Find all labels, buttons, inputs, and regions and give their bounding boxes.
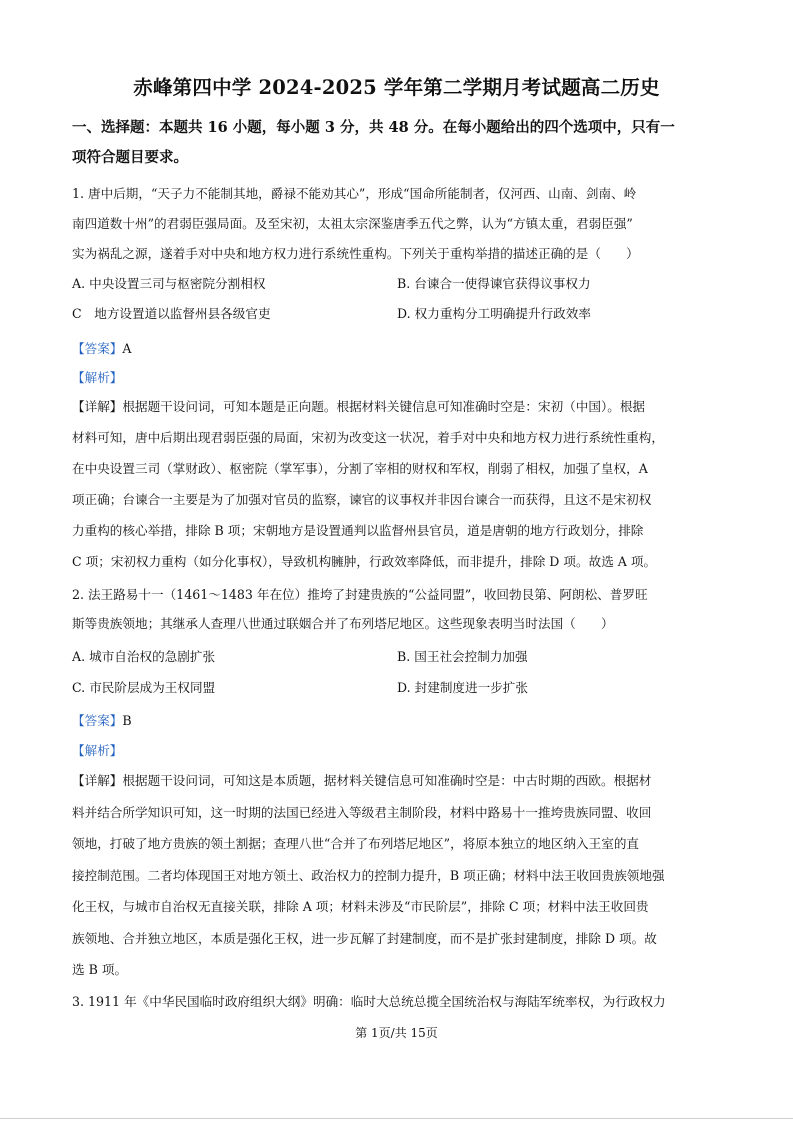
q1-stem-line: 南四道数十州”的君弱臣强局面。及至宋初，太祖太宗深鉴唐季五代之弊，认为“方镇太重，君弱臣强” bbox=[72, 216, 633, 231]
q1-detail-text: 根据题干设问词，可知本题是正向题。根据材料关键信息可知准确时空是：宋初（中国）。根据 bbox=[122, 399, 646, 414]
q2-detail-text: 根据题干设问词，可知这是本质题，据材料关键信息可知准确时空是：中古时期的西欧。根据材 bbox=[122, 773, 652, 788]
q2-detail-line: 接控制范围。二者均体现国王对地方领土、政治权力的控制力提升，B 项正确；材料中法王收回贵族领地强 bbox=[72, 868, 665, 883]
page-title: 赤峰第四中学 2024-2025 学年第二学期月考试题高二历史 bbox=[133, 76, 660, 99]
q2-detail-line: 选 B 项。 bbox=[72, 962, 128, 977]
q1-option-b: B. 台谏合一使得谏官获得议事权力 bbox=[397, 276, 591, 291]
section-heading-line-2: 项符合题目要求。 bbox=[72, 149, 188, 166]
q2-option-d: D. 封建制度进一步扩张 bbox=[397, 680, 528, 695]
q2-detail-line: 族领地、合并独立地区，本质是强化王权，进一步瓦解了封建制度，而不是扩张封建制度，排除 D 项。故 bbox=[72, 931, 657, 946]
q1-option-d: D. 权力重构分工明确提升行政效率 bbox=[397, 306, 591, 321]
analysis-tag: 【解析】 bbox=[72, 743, 123, 758]
answer-tag: 【答案】 bbox=[72, 713, 123, 728]
q1-option-a: A. 中央设置三司与枢密院分割相权 bbox=[72, 276, 266, 291]
q1-stem-line: 实为祸乱之源，遂着手对中央和地方权力进行系统性重构。下列关于重构举措的描述正确的是（ ） bbox=[72, 246, 639, 261]
q1-answer bbox=[72, 339, 722, 359]
q2-detail-line: 领地，打破了地方贵族的领土割据；查理八世“合并了布列塔尼地区”，将原本独立的地区纳入王室的直 bbox=[72, 836, 640, 851]
q2-answer bbox=[72, 711, 722, 731]
q2-option-a: A. 城市自治权的急剧扩张 bbox=[72, 649, 216, 664]
q2-detail-line: 化王权，与城市自治权无直接关联，排除 A 项；材料未涉及“市民阶层”，排除 C 项；材料中法王收回贵 bbox=[72, 899, 649, 914]
q2-detail-line: 料并结合所学知识可知，这一时期的法国已经进入等级君主制阶段，材料中路易十一推垮贵族同盟、收回 bbox=[72, 805, 652, 820]
q1-detail-line: 材料可知，唐中后期出现君弱臣强的局面，宋初为改变这一状况，着手对中央和地方权力进行系统性重构， bbox=[72, 430, 664, 445]
q2-option-b: B. 国王社会控制力加强 bbox=[397, 649, 528, 664]
detail-tag: 【详解】 bbox=[72, 399, 123, 414]
q1-detail-line bbox=[72, 397, 722, 417]
q2-analysis-tag bbox=[72, 741, 722, 761]
q2-answer-value: B bbox=[122, 713, 132, 728]
q1-detail-line: C 项；宋初权力重构（如分化事权），导致机构臃肿，行政效率降低，而非提升，排除 D 项。故选 A 项。 bbox=[72, 554, 657, 569]
analysis-tag: 【解析】 bbox=[72, 370, 123, 385]
q1-option-c: C 地方设置道以监督州县各级官吏 bbox=[72, 306, 271, 321]
q1-detail-line: 在中央设置三司（掌财政）、枢密院（掌军事），分割了宰相的财权和军权，削弱了相权，加强了皇权，A bbox=[72, 461, 648, 476]
q1-answer-value: A bbox=[122, 341, 132, 356]
q1-stem-line: 1. 唐中后期，“天子力不能制其地，爵禄不能劝其心”，形成“国命所能制者，仅河西、山南、剑南、岭 bbox=[72, 186, 637, 201]
page-number: 第 1页/共 15页 bbox=[355, 1026, 438, 1040]
q1-detail-line: 力重构的核心举措，排除 B 项；宋朝地方是设置通判以监督州县官员，道是唐朝的地方行政划分，排除 bbox=[72, 523, 644, 538]
q2-stem-line: 斯等贵族领地；其继承人查理八世通过联姻合并了布列塔尼地区。这些现象表明当时法国（ ） bbox=[72, 616, 614, 631]
q1-detail-line: 项正确；台谏合一主要是为了加强对官员的监察，谏官的议事权并非因台谏合一而获得，且这不是宋初权 bbox=[72, 492, 652, 507]
q3-stem-line: 3. 1911 年《中华民国临时政府组织大纲》明确：临时大总统总揽全国统治权与海陆军统率权，为行政权力 bbox=[72, 994, 666, 1009]
q2-detail-line bbox=[72, 771, 722, 791]
detail-tag: 【详解】 bbox=[72, 773, 123, 788]
q2-stem-line: 2. 法王路易十一（1461～1483 年在位）推垮了封建贵族的“公益同盟”，收回勃艮第、阿朗松、普罗旺 bbox=[72, 587, 648, 602]
answer-tag: 【答案】 bbox=[72, 341, 123, 356]
bottom-divider bbox=[0, 1118, 793, 1119]
section-heading-line-1: 一、选择题：本题共 16 小题，每小题 3 分，共 48 分。在每小题给出的四个选项中，只有一 bbox=[72, 119, 675, 136]
q1-analysis-tag bbox=[72, 368, 722, 388]
q2-option-c: C. 市民阶层成为王权同盟 bbox=[72, 680, 216, 695]
